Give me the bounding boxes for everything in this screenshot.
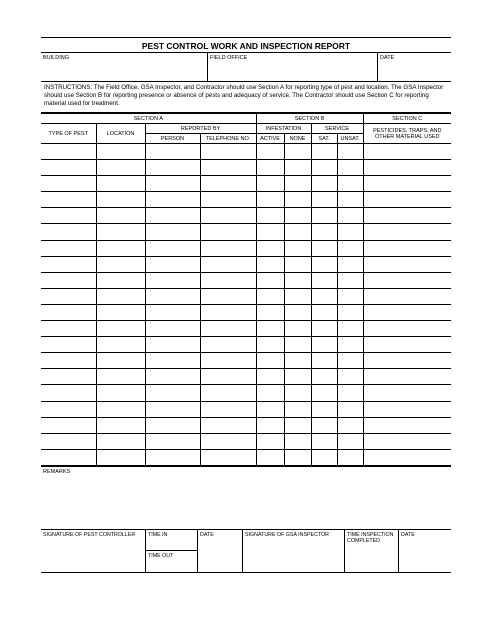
- none-cell[interactable]: [284, 321, 311, 337]
- none-cell[interactable]: [284, 240, 311, 256]
- pesticides-cell[interactable]: [363, 256, 451, 272]
- pesticides-cell[interactable]: [363, 160, 451, 176]
- table-row: [41, 224, 451, 240]
- location-cell[interactable]: [96, 385, 145, 401]
- telephone-cell[interactable]: [200, 288, 256, 304]
- person-cell[interactable]: [145, 208, 200, 224]
- pest-controller-signature-label: SIGNATURE OF PEST CONTROLLER: [43, 531, 136, 538]
- sat-cell[interactable]: [311, 449, 337, 465]
- none-cell[interactable]: [284, 417, 311, 433]
- location-cell[interactable]: [96, 401, 145, 417]
- telephone-header: TELEPHONE NO.: [200, 134, 256, 144]
- unsat-cell[interactable]: [337, 176, 363, 192]
- pesticides-cell[interactable]: [363, 224, 451, 240]
- unsat-cell[interactable]: [337, 353, 363, 369]
- unsat-cell[interactable]: [337, 433, 363, 449]
- unsat-cell[interactable]: [337, 256, 363, 272]
- sat-cell[interactable]: [311, 401, 337, 417]
- sat-cell[interactable]: [311, 417, 337, 433]
- building-field[interactable]: [41, 53, 208, 81]
- type-of-pest-cell[interactable]: [41, 256, 96, 272]
- person-cell[interactable]: [145, 224, 200, 240]
- type-of-pest-cell[interactable]: [41, 385, 96, 401]
- pesticides-cell[interactable]: [363, 401, 451, 417]
- active-cell[interactable]: [256, 208, 284, 224]
- time-inspection-completed-field[interactable]: [345, 530, 399, 572]
- telephone-cell[interactable]: [200, 160, 256, 176]
- location-cell[interactable]: [96, 160, 145, 176]
- location-cell[interactable]: [96, 369, 145, 385]
- table-row: [41, 176, 451, 192]
- type-of-pest-cell[interactable]: [41, 272, 96, 288]
- sat-cell[interactable]: [311, 304, 337, 320]
- type-of-pest-cell[interactable]: [41, 417, 96, 433]
- sat-cell[interactable]: [311, 272, 337, 288]
- unsat-cell[interactable]: [337, 401, 363, 417]
- person-cell[interactable]: [145, 192, 200, 208]
- table-row: [41, 208, 451, 224]
- person-cell[interactable]: [145, 256, 200, 272]
- table-row: [41, 304, 451, 320]
- unsat-cell[interactable]: [337, 304, 363, 320]
- time-inspection-completed-label: TIME INSPECTION COMPLETED: [347, 531, 394, 544]
- table-row: [41, 369, 451, 385]
- unsat-cell[interactable]: [337, 240, 363, 256]
- type-of-pest-cell[interactable]: [41, 208, 96, 224]
- type-of-pest-cell[interactable]: [41, 176, 96, 192]
- type-of-pest-cell[interactable]: [41, 449, 96, 465]
- location-cell[interactable]: [96, 256, 145, 272]
- pesticides-cell[interactable]: [363, 449, 451, 465]
- sat-cell[interactable]: [311, 288, 337, 304]
- pesticides-cell[interactable]: [363, 240, 451, 256]
- none-cell[interactable]: [284, 288, 311, 304]
- pesticides-cell[interactable]: [363, 192, 451, 208]
- unsat-cell[interactable]: [337, 449, 363, 465]
- unsat-cell[interactable]: [337, 385, 363, 401]
- location-cell[interactable]: [96, 208, 145, 224]
- table-row: [41, 417, 451, 433]
- type-of-pest-cell[interactable]: [41, 144, 96, 160]
- person-cell[interactable]: [145, 288, 200, 304]
- type-of-pest-cell[interactable]: [41, 433, 96, 449]
- telephone-cell[interactable]: [200, 224, 256, 240]
- pesticides-cell[interactable]: [363, 144, 451, 160]
- location-header: LOCATION: [96, 124, 145, 144]
- person-cell[interactable]: [145, 353, 200, 369]
- table-row: [41, 353, 451, 369]
- remarks-label: REMARKS: [43, 468, 71, 475]
- pesticides-cell[interactable]: [363, 433, 451, 449]
- location-cell[interactable]: [96, 433, 145, 449]
- telephone-cell[interactable]: [200, 401, 256, 417]
- location-cell[interactable]: [96, 321, 145, 337]
- time-in-label: TIME IN: [148, 531, 168, 538]
- active-cell[interactable]: [256, 240, 284, 256]
- none-cell[interactable]: [284, 144, 311, 160]
- sat-cell[interactable]: [311, 240, 337, 256]
- unsat-cell[interactable]: [337, 224, 363, 240]
- section-c-header: SECTION C: [363, 114, 451, 124]
- active-cell[interactable]: [256, 449, 284, 465]
- table-row: [41, 144, 451, 160]
- pest-control-form: [41, 37, 451, 573]
- table-row: [41, 321, 451, 337]
- active-cell[interactable]: [256, 224, 284, 240]
- location-cell[interactable]: [96, 304, 145, 320]
- sat-cell[interactable]: [311, 256, 337, 272]
- none-header: NONE: [284, 134, 311, 144]
- none-cell[interactable]: [284, 208, 311, 224]
- pesticides-cell[interactable]: [363, 369, 451, 385]
- table-row: [41, 288, 451, 304]
- time-out-field[interactable]: [146, 551, 197, 572]
- none-cell[interactable]: [284, 353, 311, 369]
- sat-cell[interactable]: [311, 353, 337, 369]
- person-cell[interactable]: [145, 272, 200, 288]
- telephone-cell[interactable]: [200, 144, 256, 160]
- person-cell[interactable]: [145, 176, 200, 192]
- pesticides-cell[interactable]: [363, 353, 451, 369]
- sat-header: SAT.: [311, 134, 337, 144]
- pesticides-cell[interactable]: [363, 176, 451, 192]
- table-row: [41, 337, 451, 353]
- active-cell[interactable]: [256, 433, 284, 449]
- sat-cell[interactable]: [311, 369, 337, 385]
- active-cell[interactable]: [256, 144, 284, 160]
- instructions: INSTRUCTIONS: The Field Office, GSA Inspector, and Contractor should use Section A for reporting type of pest and location. The GSA Inspector should use Section B for reporting presence or absence of pests and adequacy of service. The Contractor should use Section C for reporting material used for treatment.: [41, 82, 451, 113]
- sat-cell[interactable]: [311, 208, 337, 224]
- telephone-cell[interactable]: [200, 385, 256, 401]
- location-cell[interactable]: [96, 337, 145, 353]
- none-cell[interactable]: [284, 272, 311, 288]
- type-of-pest-cell[interactable]: [41, 240, 96, 256]
- type-of-pest-cell[interactable]: [41, 304, 96, 320]
- person-cell[interactable]: [145, 304, 200, 320]
- sat-cell[interactable]: [311, 144, 337, 160]
- service-header: SERVICE: [311, 124, 363, 134]
- telephone-cell[interactable]: [200, 337, 256, 353]
- active-cell[interactable]: [256, 256, 284, 272]
- sat-cell[interactable]: [311, 321, 337, 337]
- pest-controller-signature-field[interactable]: [41, 530, 146, 572]
- pesticides-cell[interactable]: [363, 288, 451, 304]
- gsa-inspector-signature-field[interactable]: [243, 530, 345, 572]
- header-row: [41, 52, 451, 82]
- person-cell[interactable]: [145, 369, 200, 385]
- unsat-cell[interactable]: [337, 208, 363, 224]
- none-cell[interactable]: [284, 256, 311, 272]
- sat-cell[interactable]: [311, 433, 337, 449]
- active-cell[interactable]: [256, 337, 284, 353]
- person-cell[interactable]: [145, 385, 200, 401]
- remarks-field[interactable]: [41, 466, 451, 530]
- location-cell[interactable]: [96, 288, 145, 304]
- type-of-pest-cell[interactable]: [41, 224, 96, 240]
- type-of-pest-cell[interactable]: [41, 337, 96, 353]
- unsat-cell[interactable]: [337, 288, 363, 304]
- unsat-cell[interactable]: [337, 337, 363, 353]
- table-row: [41, 272, 451, 288]
- location-cell[interactable]: [96, 417, 145, 433]
- person-cell[interactable]: [145, 321, 200, 337]
- time-out-label: TIME OUT: [148, 553, 174, 560]
- location-cell[interactable]: [96, 144, 145, 160]
- none-cell[interactable]: [284, 369, 311, 385]
- sat-cell[interactable]: [311, 192, 337, 208]
- table-row: [41, 256, 451, 272]
- table-row: [41, 160, 451, 176]
- active-cell[interactable]: [256, 401, 284, 417]
- telephone-cell[interactable]: [200, 272, 256, 288]
- pesticides-cell[interactable]: [363, 304, 451, 320]
- type-of-pest-cell[interactable]: [41, 288, 96, 304]
- telephone-cell[interactable]: [200, 176, 256, 192]
- none-cell[interactable]: [284, 192, 311, 208]
- telephone-cell[interactable]: [200, 449, 256, 465]
- sat-cell[interactable]: [311, 160, 337, 176]
- type-of-pest-cell[interactable]: [41, 401, 96, 417]
- unsat-cell[interactable]: [337, 321, 363, 337]
- telephone-cell[interactable]: [200, 240, 256, 256]
- location-cell[interactable]: [96, 240, 145, 256]
- active-cell[interactable]: [256, 353, 284, 369]
- form-title: PEST CONTROL WORK AND INSPECTION REPORT: [41, 37, 451, 52]
- person-cell[interactable]: [145, 449, 200, 465]
- gsa-inspector-signature-label: SIGNATURE OF GSA INSPECTOR: [245, 531, 329, 538]
- location-cell[interactable]: [96, 224, 145, 240]
- location-cell[interactable]: [96, 192, 145, 208]
- signature-date-field[interactable]: [198, 530, 243, 572]
- none-cell[interactable]: [284, 176, 311, 192]
- active-cell[interactable]: [256, 321, 284, 337]
- person-cell[interactable]: [145, 160, 200, 176]
- telephone-cell[interactable]: [200, 256, 256, 272]
- field-office-label: FIELD OFFICE: [210, 55, 248, 61]
- infestation-header: INFESTATION: [256, 124, 311, 134]
- type-of-pest-cell[interactable]: [41, 192, 96, 208]
- time-fields: [146, 530, 198, 572]
- sat-cell[interactable]: [311, 224, 337, 240]
- none-cell[interactable]: [284, 401, 311, 417]
- pesticides-header: PESTICIDES, TRAPS, AND OTHER MATERIAL USED: [363, 124, 451, 144]
- person-cell[interactable]: [145, 417, 200, 433]
- signature-row: [41, 530, 451, 573]
- table-row: [41, 433, 451, 449]
- unsat-header: UNSAT.: [337, 134, 363, 144]
- telephone-cell[interactable]: [200, 353, 256, 369]
- active-cell[interactable]: [256, 385, 284, 401]
- inspection-date-label: DATE: [401, 531, 415, 538]
- pesticides-cell[interactable]: [363, 208, 451, 224]
- pesticides-cell[interactable]: [363, 417, 451, 433]
- none-cell[interactable]: [284, 385, 311, 401]
- type-of-pest-header: TYPE OF PEST: [41, 124, 96, 144]
- unsat-cell[interactable]: [337, 369, 363, 385]
- type-of-pest-cell[interactable]: [41, 321, 96, 337]
- sat-cell[interactable]: [311, 385, 337, 401]
- reported-by-header: REPORTED BY: [145, 124, 256, 134]
- telephone-cell[interactable]: [200, 208, 256, 224]
- active-cell[interactable]: [256, 417, 284, 433]
- person-cell[interactable]: [145, 433, 200, 449]
- active-header: ACTIVE: [256, 134, 284, 144]
- active-cell[interactable]: [256, 160, 284, 176]
- unsat-cell[interactable]: [337, 160, 363, 176]
- signature-date-label: DATE: [200, 531, 214, 538]
- unsat-cell[interactable]: [337, 272, 363, 288]
- inspection-date-field[interactable]: [399, 530, 451, 572]
- sat-cell[interactable]: [311, 176, 337, 192]
- person-cell[interactable]: [145, 144, 200, 160]
- field-office-field[interactable]: [208, 53, 378, 81]
- telephone-cell[interactable]: [200, 417, 256, 433]
- location-cell[interactable]: [96, 176, 145, 192]
- date-field[interactable]: [378, 53, 451, 81]
- location-cell[interactable]: [96, 449, 145, 465]
- person-cell[interactable]: [145, 337, 200, 353]
- active-cell[interactable]: [256, 176, 284, 192]
- none-cell[interactable]: [284, 433, 311, 449]
- section-a-header: SECTION A: [41, 114, 256, 124]
- telephone-cell[interactable]: [200, 192, 256, 208]
- telephone-cell[interactable]: [200, 369, 256, 385]
- active-cell[interactable]: [256, 272, 284, 288]
- table-row: [41, 449, 451, 465]
- building-label: BUILDING: [43, 55, 69, 61]
- none-cell[interactable]: [284, 224, 311, 240]
- section-b-header: SECTION B: [256, 114, 363, 124]
- sat-cell[interactable]: [311, 337, 337, 353]
- location-cell[interactable]: [96, 272, 145, 288]
- table-row: [41, 401, 451, 417]
- active-cell[interactable]: [256, 192, 284, 208]
- type-of-pest-cell[interactable]: [41, 160, 96, 176]
- type-of-pest-cell[interactable]: [41, 353, 96, 369]
- active-cell[interactable]: [256, 288, 284, 304]
- person-cell[interactable]: [145, 401, 200, 417]
- none-cell[interactable]: [284, 337, 311, 353]
- none-cell[interactable]: [284, 160, 311, 176]
- pesticides-cell[interactable]: [363, 272, 451, 288]
- location-cell[interactable]: [96, 353, 145, 369]
- type-of-pest-cell[interactable]: [41, 369, 96, 385]
- table-row: [41, 240, 451, 256]
- none-cell[interactable]: [284, 449, 311, 465]
- table-row: [41, 385, 451, 401]
- pesticides-cell[interactable]: [363, 385, 451, 401]
- report-table: [41, 113, 451, 466]
- pesticides-cell[interactable]: [363, 337, 451, 353]
- date-label: DATE: [380, 55, 395, 61]
- time-in-field[interactable]: [146, 530, 197, 552]
- person-cell[interactable]: [145, 240, 200, 256]
- unsat-cell[interactable]: [337, 192, 363, 208]
- none-cell[interactable]: [284, 304, 311, 320]
- table-row: [41, 192, 451, 208]
- telephone-cell[interactable]: [200, 321, 256, 337]
- unsat-cell[interactable]: [337, 417, 363, 433]
- telephone-cell[interactable]: [200, 304, 256, 320]
- pesticides-cell[interactable]: [363, 321, 451, 337]
- person-header: PERSON: [145, 134, 200, 144]
- unsat-cell[interactable]: [337, 144, 363, 160]
- telephone-cell[interactable]: [200, 433, 256, 449]
- active-cell[interactable]: [256, 304, 284, 320]
- active-cell[interactable]: [256, 369, 284, 385]
